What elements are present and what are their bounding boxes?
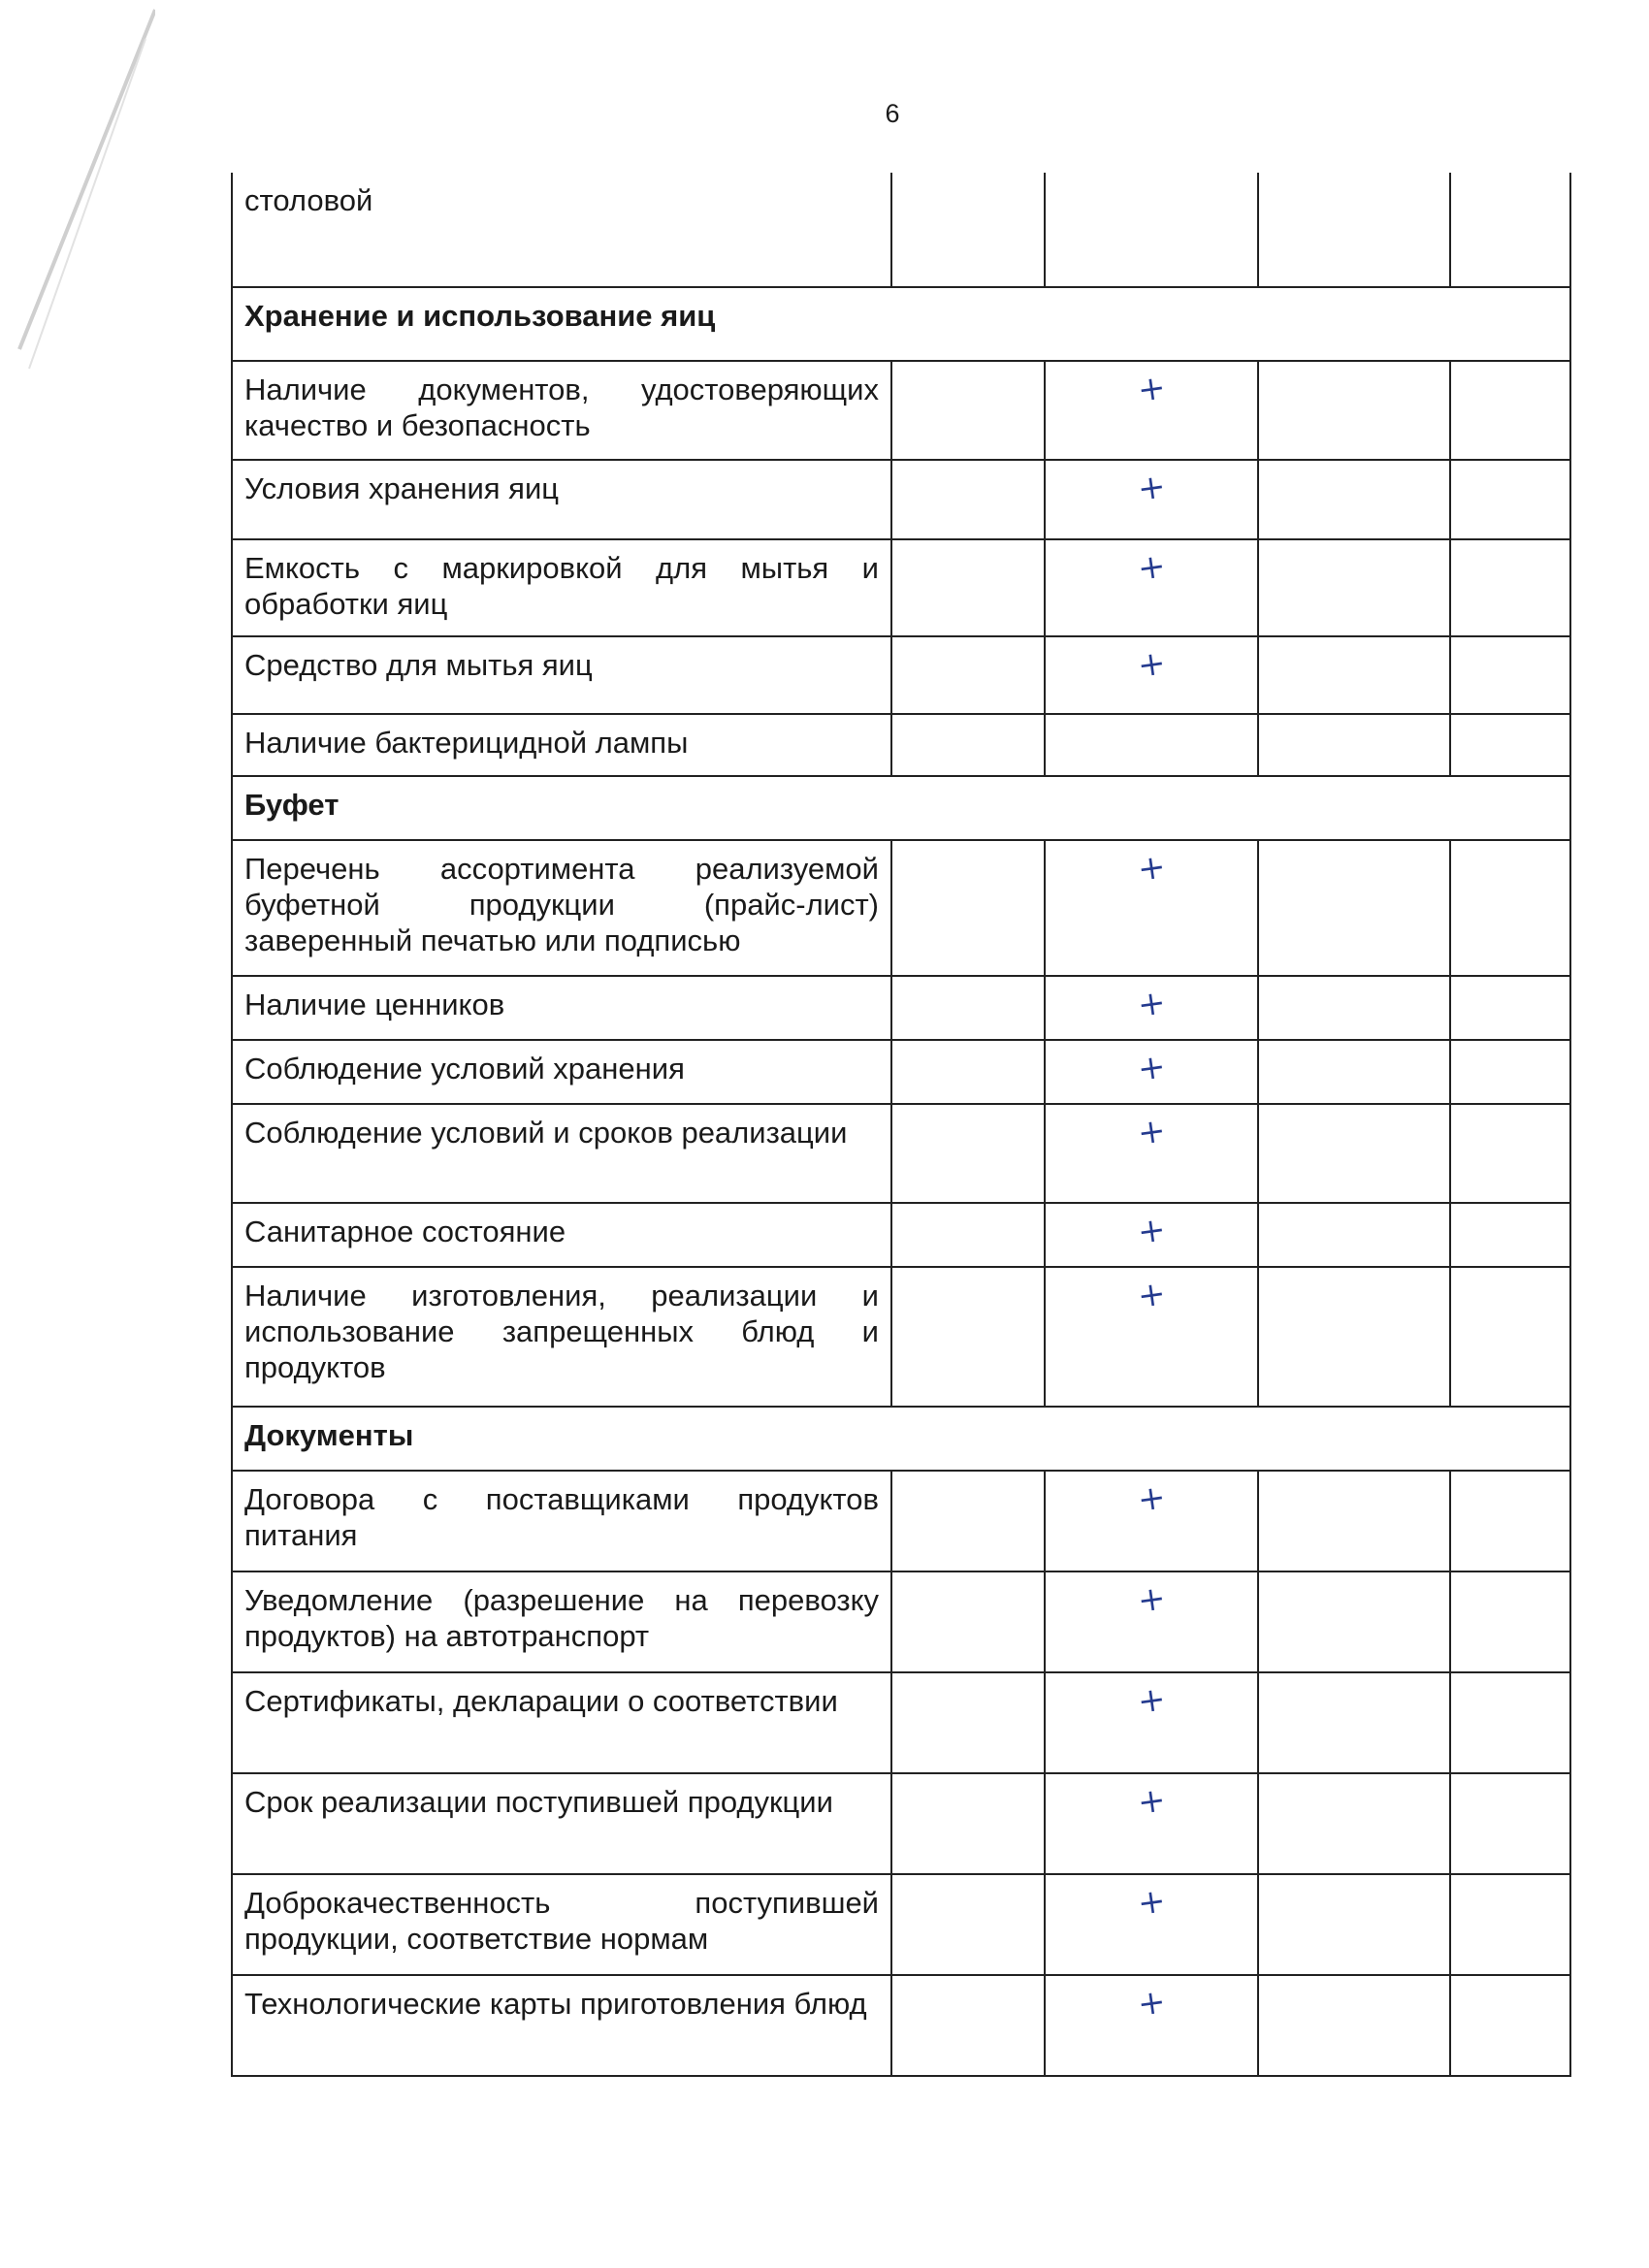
item-text: Наличие бактерицидной лампы [232,714,891,776]
item-text: Срок реализации поступившей продукции [232,1773,891,1874]
empty-cell [1450,1203,1570,1267]
table-row [232,1672,1570,1773]
empty-cell [891,460,1045,539]
item-text: Технологические карты приготовления блюд [232,1975,891,2076]
empty-cell [891,1104,1045,1203]
section-title-buffet: Буфет [232,776,1570,840]
check-mark-cell [1045,173,1258,287]
handwritten-mark: + [1135,1274,1168,1316]
check-mark-cell [1045,976,1258,1040]
handwritten-mark: + [1135,1047,1168,1089]
check-mark-cell [1045,1203,1258,1267]
empty-cell [891,1773,1045,1874]
check-mark-cell [1045,1773,1258,1874]
item-text: Перечень ассортимента реализуемой буфетной продукции (прайс-лист) заверенный печатью или подписью [232,840,891,976]
table-row [232,1773,1570,1874]
section-row [232,776,1570,840]
empty-cell [1450,361,1570,460]
handwritten-mark: + [1135,1477,1168,1520]
table-row [232,1571,1570,1672]
table-row [232,1104,1570,1203]
empty-cell [1258,1104,1450,1203]
empty-cell [1258,1571,1450,1672]
empty-cell [891,1471,1045,1571]
item-text: Соблюдение условий и сроков реализации [232,1104,891,1203]
handwritten-mark: + [1135,1780,1168,1823]
table-row [232,361,1570,460]
empty-cell [1450,714,1570,776]
empty-cell [891,1874,1045,1975]
empty-cell [1258,1471,1450,1571]
table-row [232,1040,1570,1104]
empty-cell [891,1672,1045,1773]
empty-cell [1450,1040,1570,1104]
handwritten-mark: + [1135,983,1168,1025]
scan-edge-shadow [0,0,155,407]
empty-cell [891,714,1045,776]
empty-cell [1258,460,1450,539]
empty-cell [1450,173,1570,287]
empty-cell [891,173,1045,287]
table-row [232,460,1570,539]
empty-cell [891,1040,1045,1104]
table-row [232,1267,1570,1407]
page-number: 6 [885,99,900,128]
empty-cell [1258,976,1450,1040]
item-text: Емкость с маркировкой для мытья и обработки яиц [232,539,891,636]
empty-cell [891,1203,1045,1267]
check-mark-cell [1045,1104,1258,1203]
handwritten-mark: + [1135,847,1168,890]
item-text: Уведомление (разрешение на перевозку продуктов) на автотранспорт [232,1571,891,1672]
table-row [232,714,1570,776]
empty-cell [1258,714,1450,776]
empty-cell [1258,1040,1450,1104]
check-mark-cell [1045,1975,1258,2076]
item-text: Доброкачественность поступившей продукции, соответствие нормам [232,1874,891,1975]
handwritten-mark: + [1135,368,1168,410]
empty-cell [1258,539,1450,636]
empty-cell [1450,460,1570,539]
empty-cell [1450,1571,1570,1672]
handwritten-mark: + [1135,643,1168,686]
table-row [232,1471,1570,1571]
item-text: Наличие изготовления, реализации и использование запрещенных блюд и продуктов [232,1267,891,1407]
table-row [232,173,1570,287]
empty-cell [1258,361,1450,460]
check-mark-cell [1045,1571,1258,1672]
empty-cell [891,1267,1045,1407]
checklist-body [232,173,1570,2076]
check-mark-cell [1045,714,1258,776]
section-row [232,1407,1570,1471]
check-mark-cell [1045,361,1258,460]
table-row [232,840,1570,976]
handwritten-mark: + [1135,546,1168,589]
item-text: Наличие ценников [232,976,891,1040]
handwritten-mark: + [1135,1679,1168,1722]
handwritten-mark: + [1135,1578,1168,1621]
handwritten-mark: + [1135,467,1168,509]
section-title-documents: Документы [232,1407,1570,1471]
empty-cell [1450,636,1570,714]
empty-cell [1450,1104,1570,1203]
empty-cell [1258,173,1450,287]
table-row [232,976,1570,1040]
table-row [232,1874,1570,1975]
empty-cell [1258,1874,1450,1975]
empty-cell [1450,976,1570,1040]
empty-cell [1258,1203,1450,1267]
check-mark-cell [1045,1672,1258,1773]
item-text: столовой [232,173,891,287]
empty-cell [891,636,1045,714]
empty-cell [1258,1975,1450,2076]
table-row [232,1975,1570,2076]
empty-cell [1258,636,1450,714]
check-mark-cell [1045,1874,1258,1975]
section-title-eggs: Хранение и использование яиц [232,287,1570,361]
empty-cell [1258,840,1450,976]
empty-cell [1450,1874,1570,1975]
item-text: Санитарное состояние [232,1203,891,1267]
empty-cell [1450,1267,1570,1407]
check-mark-cell [1045,539,1258,636]
check-mark-cell [1045,840,1258,976]
empty-cell [1450,840,1570,976]
empty-cell [1450,1471,1570,1571]
empty-cell [1258,1672,1450,1773]
handwritten-mark: + [1135,1982,1168,2025]
empty-cell [891,1571,1045,1672]
empty-cell [1450,1672,1570,1773]
empty-cell [1258,1773,1450,1874]
table-row [232,1203,1570,1267]
section-row [232,287,1570,361]
check-mark-cell [1045,1040,1258,1104]
item-text: Сертификаты, декларации о соответствии [232,1672,891,1773]
check-mark-cell [1045,1471,1258,1571]
item-text: Соблюдение условий хранения [232,1040,891,1104]
empty-cell [1450,1975,1570,2076]
empty-cell [891,976,1045,1040]
check-mark-cell [1045,1267,1258,1407]
empty-cell [891,1975,1045,2076]
handwritten-mark: + [1135,1111,1168,1153]
empty-cell [1258,1267,1450,1407]
empty-cell [891,361,1045,460]
check-mark-cell [1045,636,1258,714]
empty-cell [891,539,1045,636]
empty-cell [1450,539,1570,636]
empty-cell [891,840,1045,976]
empty-cell [1450,1773,1570,1874]
handwritten-mark: + [1135,1210,1168,1252]
handwritten-mark: + [1135,1881,1168,1924]
item-text: Условия хранения яиц [232,460,891,539]
item-text: Наличие документов, удостоверяющих качество и безопасность [232,361,891,460]
checklist-table [231,173,1571,2077]
item-text: Договора с поставщиками продуктов питания [232,1471,891,1571]
check-mark-cell [1045,460,1258,539]
table-row [232,539,1570,636]
table-row [232,636,1570,714]
item-text: Средство для мытья яиц [232,636,891,714]
